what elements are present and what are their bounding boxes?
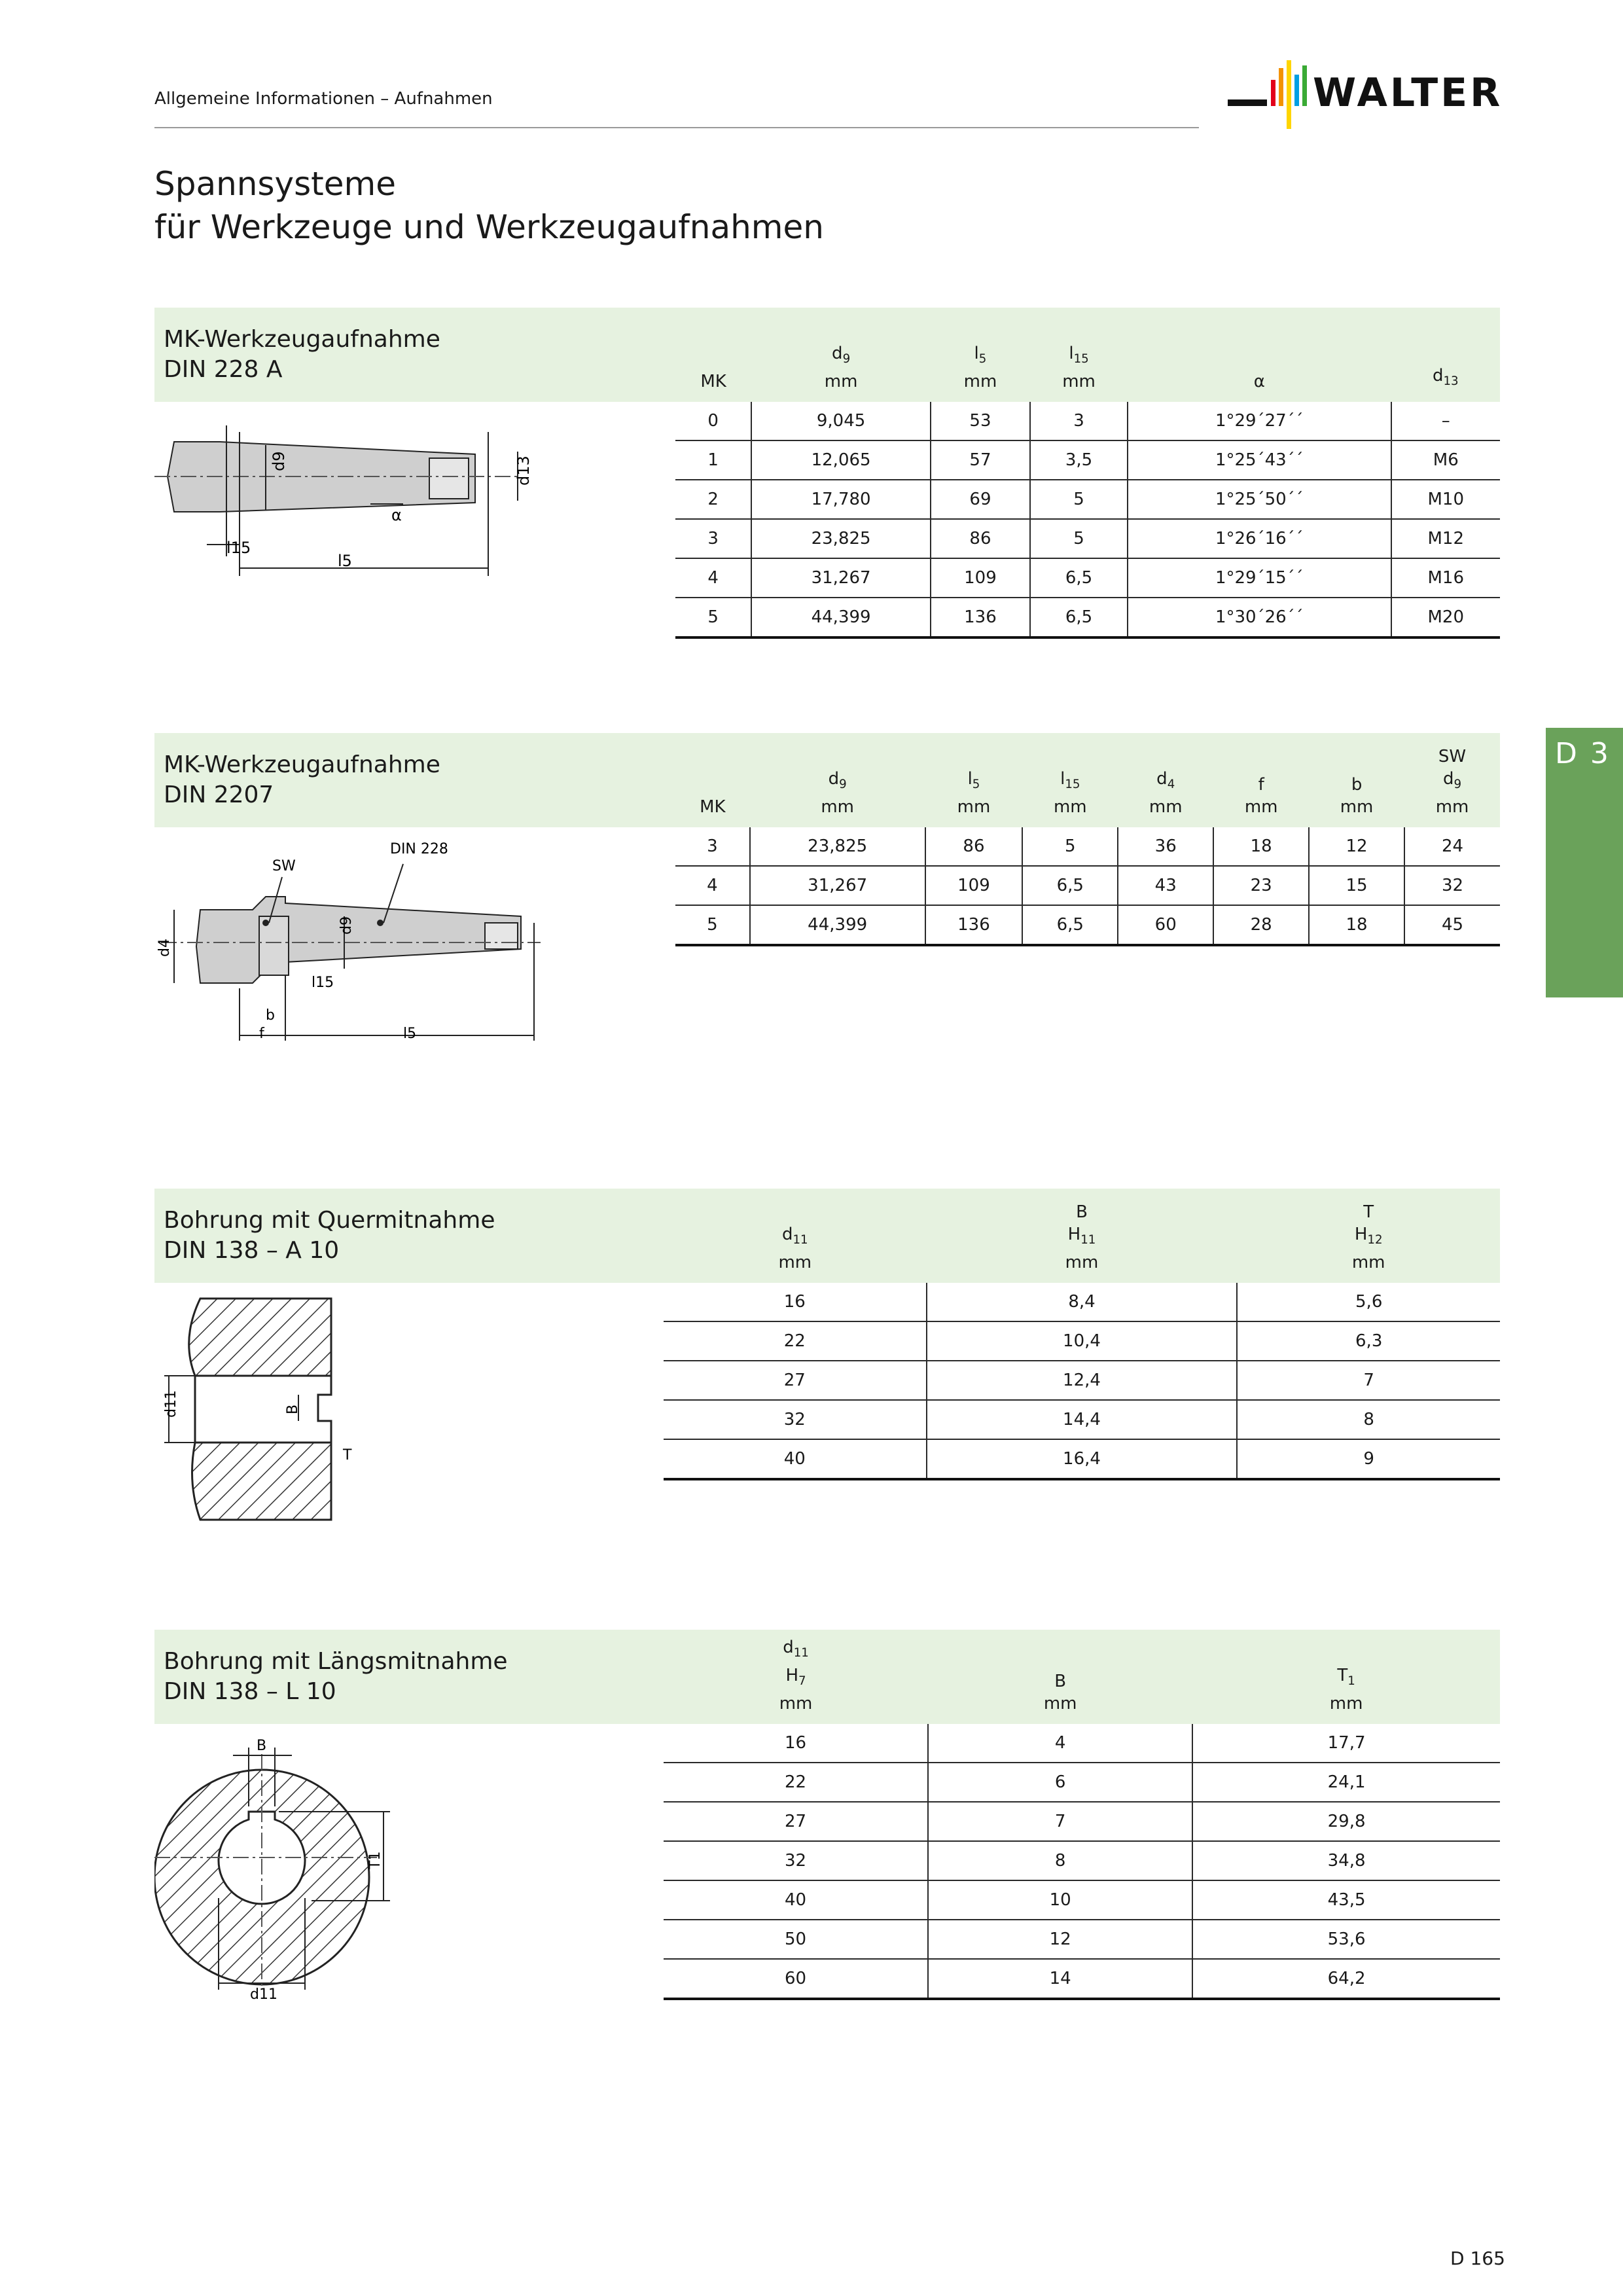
section-title-4-line1: Bohrung mit Längsmitnahme bbox=[164, 1648, 508, 1675]
table-header-row bbox=[664, 1189, 1500, 1283]
label-t1: T1 bbox=[367, 1851, 383, 1869]
table-cell: 5,6 bbox=[1237, 1283, 1500, 1321]
table-row bbox=[675, 905, 1500, 945]
table-row bbox=[675, 440, 1500, 480]
header-breadcrumb: Allgemeine Informationen – Aufnahmen bbox=[154, 89, 493, 109]
table-cell: 7 bbox=[1237, 1361, 1500, 1400]
table-cell: 109 bbox=[925, 866, 1023, 905]
table-cell: 60 bbox=[664, 1959, 928, 1999]
table-cell: 34,8 bbox=[1192, 1841, 1500, 1880]
table-cell: 5 bbox=[1022, 827, 1118, 866]
walter-logo bbox=[1228, 60, 1503, 132]
table-cell: 64,2 bbox=[1192, 1959, 1500, 1999]
label-d11: d11 bbox=[250, 1986, 277, 2003]
column-header: MK bbox=[700, 372, 726, 391]
header-divider bbox=[154, 127, 1199, 128]
table-cell: 28 bbox=[1213, 905, 1309, 945]
label-d9: d9 bbox=[338, 916, 355, 935]
table-cell: 45 bbox=[1404, 905, 1500, 945]
table-row bbox=[675, 598, 1500, 637]
table-row bbox=[664, 1283, 1500, 1321]
table-cell: 16 bbox=[664, 1283, 927, 1321]
table-cell: 14 bbox=[928, 1959, 1192, 1999]
column-header: B mm bbox=[1043, 1672, 1077, 1713]
table-row bbox=[664, 1880, 1500, 1920]
label-b: B bbox=[285, 1404, 301, 1414]
table-cell: 8 bbox=[928, 1841, 1192, 1880]
chapter-tab bbox=[1546, 728, 1623, 997]
table-row bbox=[675, 480, 1500, 519]
table-cell: 6,5 bbox=[1030, 598, 1128, 637]
table-cell: 1°25´50´´ bbox=[1128, 480, 1391, 519]
column-header: α bbox=[1253, 372, 1265, 391]
table-cell: 10,4 bbox=[927, 1321, 1238, 1361]
table-cell: 22 bbox=[664, 1321, 927, 1361]
table-cell: 136 bbox=[925, 905, 1023, 945]
label-sw: SW bbox=[272, 858, 296, 874]
label-b: B bbox=[257, 1738, 267, 1754]
section-title-3 bbox=[164, 1206, 495, 1266]
column-header: $d_9$ mm bbox=[824, 343, 858, 391]
table-cell: 18 bbox=[1213, 827, 1309, 866]
table-cell: 4 bbox=[675, 558, 751, 598]
column-header: $d_{11}$ $H_7$ mm bbox=[779, 1637, 813, 1713]
table-cell: 50 bbox=[664, 1920, 928, 1959]
table-cell: 9,045 bbox=[751, 402, 931, 440]
label-d4: d4 bbox=[156, 939, 173, 957]
table-cell: 6 bbox=[928, 1763, 1192, 1802]
table-row bbox=[664, 1841, 1500, 1880]
table-cell: 2 bbox=[675, 480, 751, 519]
table-header-row bbox=[675, 733, 1500, 827]
table-cell: M10 bbox=[1391, 480, 1500, 519]
table-cell: 1°29´15´´ bbox=[1128, 558, 1391, 598]
section-title-3-line2: DIN 138 – A 10 bbox=[164, 1237, 340, 1264]
table-cell: 3 bbox=[675, 519, 751, 558]
section-title-2-line1: MK-Werkzeugaufnahme bbox=[164, 751, 440, 778]
table-header-row bbox=[675, 308, 1500, 402]
table-cell: 12,4 bbox=[927, 1361, 1238, 1400]
table-din138-l10 bbox=[664, 1630, 1500, 2000]
table-cell: M16 bbox=[1391, 558, 1500, 598]
table-cell: 27 bbox=[664, 1361, 927, 1400]
table-cell: 6,5 bbox=[1022, 866, 1118, 905]
column-header: T $H_{12}$ mm bbox=[1351, 1202, 1385, 1272]
table-row bbox=[664, 1321, 1500, 1361]
table-cell: 53,6 bbox=[1192, 1920, 1500, 1959]
table-cell: 1 bbox=[675, 440, 751, 480]
section-title-2-line2: DIN 2207 bbox=[164, 781, 274, 808]
table-cell: 31,267 bbox=[751, 558, 931, 598]
drawing-din228a bbox=[154, 406, 547, 596]
table-cell: 5 bbox=[675, 905, 750, 945]
column-header: b mm bbox=[1340, 775, 1374, 817]
table-header-row bbox=[664, 1630, 1500, 1724]
table-cell: 57 bbox=[931, 440, 1030, 480]
table-cell: 53 bbox=[931, 402, 1030, 440]
table-cell: M20 bbox=[1391, 598, 1500, 637]
table-cell: 1°25´43´´ bbox=[1128, 440, 1391, 480]
table-din2207 bbox=[675, 733, 1500, 946]
section-title-4-line2: DIN 138 – L 10 bbox=[164, 1678, 336, 1705]
label-l5: l5 bbox=[403, 1026, 417, 1042]
section-title-1 bbox=[164, 325, 440, 385]
table-din228a bbox=[675, 308, 1500, 639]
page-title-line1: Spannsysteme bbox=[154, 165, 397, 203]
drawing-din2207 bbox=[154, 831, 547, 1054]
table-cell: 24 bbox=[1404, 827, 1500, 866]
table-row bbox=[664, 1439, 1500, 1479]
label-l15: l15 bbox=[312, 975, 334, 991]
table-row bbox=[664, 1361, 1500, 1400]
table-cell: 7 bbox=[928, 1802, 1192, 1841]
table-cell: 15 bbox=[1309, 866, 1404, 905]
table-cell: 1°30´26´´ bbox=[1128, 598, 1391, 637]
label-d9: d9 bbox=[270, 451, 288, 471]
label-alpha: α bbox=[391, 506, 402, 524]
table-cell: 23 bbox=[1213, 866, 1309, 905]
column-header: $d_{13}$ bbox=[1432, 365, 1459, 388]
column-header: f mm bbox=[1244, 775, 1278, 817]
chapter-tab-label: D 3 bbox=[1555, 737, 1611, 770]
table-cell: 0 bbox=[675, 402, 751, 440]
table-cell: 5 bbox=[675, 598, 751, 637]
page-title bbox=[154, 162, 824, 249]
table-row bbox=[664, 1802, 1500, 1841]
label-b: b bbox=[266, 1007, 275, 1024]
column-header: MK bbox=[700, 797, 726, 817]
table-cell: 8,4 bbox=[927, 1283, 1238, 1321]
table-row bbox=[664, 1920, 1500, 1959]
table-cell: 5 bbox=[1030, 519, 1128, 558]
column-header: $T_1$ mm bbox=[1329, 1665, 1363, 1713]
table-row bbox=[664, 1763, 1500, 1802]
table-cell: M12 bbox=[1391, 519, 1500, 558]
column-header: $l_5$ mm bbox=[957, 768, 991, 817]
table-cell: 44,399 bbox=[750, 905, 925, 945]
table-cell: 18 bbox=[1309, 905, 1404, 945]
section-title-4 bbox=[164, 1647, 508, 1707]
label-d13: d13 bbox=[514, 456, 533, 486]
column-header: SW $d_9$ mm bbox=[1435, 746, 1469, 817]
table-cell: 6,5 bbox=[1030, 558, 1128, 598]
table-din138-a10 bbox=[664, 1189, 1500, 1480]
table-cell: 1°26´16´´ bbox=[1128, 519, 1391, 558]
table-cell: 17,7 bbox=[1192, 1724, 1500, 1763]
table-cell: 40 bbox=[664, 1880, 928, 1920]
table-cell: 69 bbox=[931, 480, 1030, 519]
table-cell: 12,065 bbox=[751, 440, 931, 480]
table-row bbox=[675, 402, 1500, 440]
table-cell: 86 bbox=[925, 827, 1023, 866]
table-cell: 24,1 bbox=[1192, 1763, 1500, 1802]
table-cell: 44,399 bbox=[751, 598, 931, 637]
table-cell: 32 bbox=[1404, 866, 1500, 905]
label-f: f bbox=[259, 1026, 264, 1042]
table-cell: 40 bbox=[664, 1439, 927, 1479]
table-cell: 23,825 bbox=[750, 827, 925, 866]
column-header: $d_{11}$ mm bbox=[778, 1224, 812, 1272]
table-cell: 9 bbox=[1237, 1439, 1500, 1479]
table-row bbox=[675, 558, 1500, 598]
page-title-line2: für Werkzeuge und Werkzeugaufnahmen bbox=[154, 208, 824, 246]
column-header: $l_{15}$ mm bbox=[1062, 343, 1096, 391]
section-title-1-line2: DIN 228 A bbox=[164, 356, 283, 383]
table-cell: 1°29´27´´ bbox=[1128, 402, 1391, 440]
table-cell: 4 bbox=[675, 866, 750, 905]
table-cell: 6,5 bbox=[1022, 905, 1118, 945]
table-row bbox=[664, 1959, 1500, 1999]
column-header: $l_{15}$ mm bbox=[1053, 768, 1087, 817]
table-cell: 27 bbox=[664, 1802, 928, 1841]
table-row bbox=[675, 866, 1500, 905]
table-cell: 32 bbox=[664, 1841, 928, 1880]
column-header: $l_5$ mm bbox=[963, 343, 997, 391]
table-cell: 23,825 bbox=[751, 519, 931, 558]
table-cell: 3,5 bbox=[1030, 440, 1128, 480]
table-cell: 60 bbox=[1118, 905, 1213, 945]
table-cell: – bbox=[1391, 402, 1500, 440]
table-cell: 5 bbox=[1030, 480, 1128, 519]
table-cell: 4 bbox=[928, 1724, 1192, 1763]
section-title-3-line1: Bohrung mit Quermitnahme bbox=[164, 1207, 495, 1234]
column-header: $d_4$ mm bbox=[1149, 768, 1183, 817]
table-cell: 12 bbox=[1309, 827, 1404, 866]
table-cell: 31,267 bbox=[750, 866, 925, 905]
table-row bbox=[664, 1400, 1500, 1439]
table-cell: 136 bbox=[931, 598, 1030, 637]
table-cell: 12 bbox=[928, 1920, 1192, 1959]
table-cell: 29,8 bbox=[1192, 1802, 1500, 1841]
column-header: $d_9$ mm bbox=[821, 768, 854, 817]
page-number: D 165 bbox=[1450, 2248, 1505, 2269]
drawing-din138-a10 bbox=[154, 1287, 390, 1535]
table-row bbox=[675, 827, 1500, 866]
label-t: T bbox=[343, 1447, 352, 1463]
section-title-1-line1: MK-Werkzeugaufnahme bbox=[164, 326, 440, 353]
table-cell: 86 bbox=[931, 519, 1030, 558]
table-cell: 16,4 bbox=[927, 1439, 1238, 1479]
table-cell: M6 bbox=[1391, 440, 1500, 480]
table-cell: 10 bbox=[928, 1880, 1192, 1920]
table-row bbox=[664, 1724, 1500, 1763]
label-din228: DIN 228 bbox=[390, 841, 448, 857]
drawing-din138-l10 bbox=[154, 1728, 403, 2003]
label-l15: l15 bbox=[226, 539, 251, 557]
table-row bbox=[675, 519, 1500, 558]
table-cell: 109 bbox=[931, 558, 1030, 598]
table-cell: 14,4 bbox=[927, 1400, 1238, 1439]
section-title-2 bbox=[164, 750, 440, 810]
table-cell: 43 bbox=[1118, 866, 1213, 905]
table-cell: 3 bbox=[1030, 402, 1128, 440]
label-l5: l5 bbox=[338, 552, 352, 570]
column-header: B $H_{11}$ mm bbox=[1065, 1202, 1099, 1272]
logo-wordmark: WALTER bbox=[1313, 70, 1503, 116]
table-cell: 36 bbox=[1118, 827, 1213, 866]
table-cell: 8 bbox=[1237, 1400, 1500, 1439]
table-cell: 16 bbox=[664, 1724, 928, 1763]
table-cell: 22 bbox=[664, 1763, 928, 1802]
table-cell: 43,5 bbox=[1192, 1880, 1500, 1920]
table-cell: 3 bbox=[675, 827, 750, 866]
table-cell: 6,3 bbox=[1237, 1321, 1500, 1361]
label-d11: d11 bbox=[163, 1390, 179, 1418]
table-cell: 17,780 bbox=[751, 480, 931, 519]
table-cell: 32 bbox=[664, 1400, 927, 1439]
